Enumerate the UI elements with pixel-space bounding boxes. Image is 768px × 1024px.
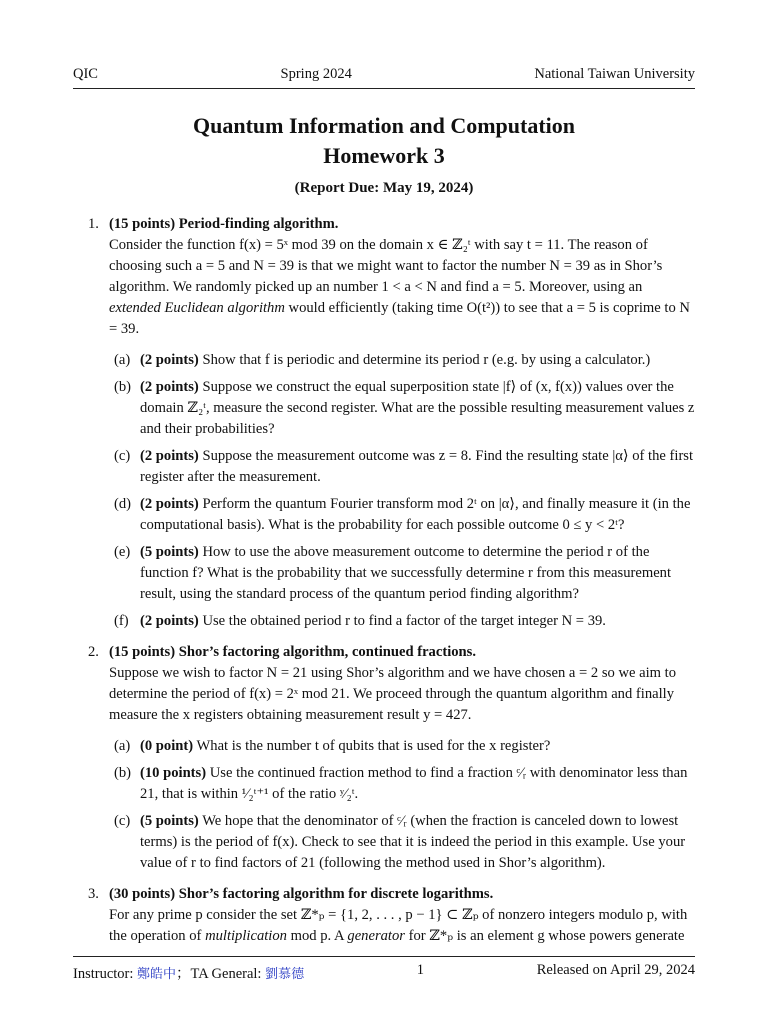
question-intro: Suppose we wish to factor N = 21 using Shor’s algorithm and we have chosen a = 2 so we aim to determine the period of f(x) = 2ˣ mod 21. We proceed through the quantum algorithm and finally measure the x registers obtaining measurement result y = 427. bbox=[109, 665, 677, 723]
subquestion bbox=[109, 377, 695, 440]
subquestion-list bbox=[109, 350, 695, 632]
intro-text: Consider the function f(x) = 5ˣ mod 39 on the domain x ∈ ℤ₂ᵗ with say t = 11. The reason of choosing such a = 5 and N = 39 is that we might want to factor the number N = 39 as in Shor’s algorithm. We randomly picked up an number 1 < a < N and find a = 5. Moreover, using an bbox=[109, 237, 663, 295]
instructor-label: Instructor: bbox=[73, 966, 134, 982]
question-3 bbox=[88, 884, 695, 947]
subquestion bbox=[109, 736, 695, 757]
release-date: Released on April 29, 2024 bbox=[536, 962, 695, 978]
question-intro bbox=[109, 235, 695, 340]
sub-label: (b) bbox=[114, 379, 132, 395]
subquestion bbox=[109, 811, 695, 874]
page-title bbox=[0, 111, 768, 171]
sub-label: (f) bbox=[114, 613, 129, 629]
question-heading: (15 points) Period-finding algorithm. bbox=[109, 216, 339, 232]
ta-label: ；TA General: bbox=[176, 966, 262, 982]
due-date: (Report Due: May 19, 2024) bbox=[294, 180, 474, 196]
sub-label: (d) bbox=[114, 496, 132, 512]
sub-label: (c) bbox=[114, 813, 131, 829]
question-2 bbox=[88, 642, 695, 874]
intro-text-end: would efficiently (taking time O(t²)) to see that a = 5 is coprime to N = 39. bbox=[109, 300, 690, 337]
sub-points: (10 points) bbox=[140, 765, 207, 781]
subquestion bbox=[109, 542, 695, 605]
sub-label: (a) bbox=[114, 738, 131, 754]
sub-text: Suppose the measurement outcome was z = 8. Find the resulting state |α⟩ of the first register after the measurement. bbox=[140, 448, 694, 485]
subquestion bbox=[109, 611, 695, 632]
sub-points: (5 points) bbox=[140, 813, 199, 829]
subquestion bbox=[109, 763, 695, 805]
sub-points: (0 point) bbox=[140, 738, 194, 754]
question-1 bbox=[88, 214, 695, 632]
sub-text: We hope that the denominator of ᶜ⁄ᵣ (when the fraction is canceled down to lowest terms) is the period of f(x). Check to see that it is indeed the period in this example. Use your value of r to find factors of 21 (following the method used in Shor’s algorithm). bbox=[140, 813, 686, 871]
question-number: 1. bbox=[88, 216, 99, 232]
sub-points: (2 points) bbox=[140, 448, 199, 464]
document-body bbox=[88, 214, 695, 957]
page-number: 1 bbox=[416, 962, 425, 978]
sub-points: (2 points) bbox=[140, 379, 199, 395]
header-university: National Taiwan University bbox=[534, 66, 695, 82]
page-footer bbox=[73, 956, 695, 983]
sub-points: (2 points) bbox=[140, 613, 199, 629]
intro-italic: generator bbox=[347, 928, 405, 944]
sub-text: Perform the quantum Fourier transform mod 2ᵗ on |α⟩, and finally measure it (in the computational basis). What is the probability for each possible outcome 0 ≤ y < 2ᵗ? bbox=[140, 496, 691, 533]
subquestion bbox=[109, 446, 695, 488]
question-number: 3. bbox=[88, 886, 99, 902]
intro-italic: extended Euclidean algorithm bbox=[109, 300, 285, 316]
sub-label: (c) bbox=[114, 448, 131, 464]
subquestion bbox=[109, 494, 695, 536]
sub-label: (e) bbox=[114, 544, 131, 560]
intro-italic: multiplication bbox=[205, 928, 287, 944]
header-course: QIC bbox=[73, 66, 98, 82]
sub-text: Show that f is periodic and determine its period r (e.g. by using a calculator.) bbox=[202, 352, 651, 368]
title-line-1: Quantum Information and Computation bbox=[192, 113, 575, 138]
subquestion-list bbox=[109, 736, 695, 874]
sub-text: Suppose we construct the equal superposition state |f⟩ of (x, f(x)) values over the domain ℤ₂ᵗ, measure the second register. What are the possible resulting measurement values z and their probabilities? bbox=[140, 379, 695, 437]
question-heading: (15 points) Shor’s factoring algorithm, continued fractions. bbox=[109, 644, 476, 660]
sub-points: (5 points) bbox=[140, 544, 199, 560]
sub-points: (2 points) bbox=[140, 352, 199, 368]
sub-text: What is the number t of qubits that is used for the x register? bbox=[196, 738, 551, 754]
footer-credits bbox=[73, 962, 304, 983]
sub-label: (b) bbox=[114, 765, 132, 781]
page-header bbox=[73, 66, 695, 89]
sub-label: (a) bbox=[114, 352, 131, 368]
sub-text: Use the continued fraction method to find a fraction ᶜ⁄ᵣ with denominator less than 21, that is within ¹⁄₂ᵗ⁺¹ of the ratio ʸ⁄₂ᵗ. bbox=[140, 765, 688, 802]
question-number: 2. bbox=[88, 644, 99, 660]
sub-points: (2 points) bbox=[140, 496, 199, 512]
sub-text: Use the obtained period r to find a factor of the target integer N = 39. bbox=[202, 613, 606, 629]
question-intro bbox=[109, 905, 695, 947]
instructor-name: 鄭皓中 bbox=[137, 967, 177, 982]
title-line-2: Homework 3 bbox=[323, 143, 445, 168]
subquestion bbox=[109, 350, 695, 371]
intro-text: For any prime p consider the set ℤ*ₚ = {1, 2, . . . , p − 1} ⊂ ℤₚ of nonzero integers modulo p, with the operation of bbox=[109, 907, 688, 944]
ta-name: 劉慕德 bbox=[265, 967, 305, 982]
sub-text: How to use the above measurement outcome to determine the period r of the function f? What is the probability that we successfully determine r from this measurement result, using the standard process of the quantum period finding algorithm? bbox=[140, 544, 672, 602]
header-term: Spring 2024 bbox=[280, 66, 352, 82]
question-heading: (30 points) Shor’s factoring algorithm for discrete logarithms. bbox=[109, 886, 494, 902]
intro-text: mod p. A bbox=[290, 928, 344, 944]
intro-text: for ℤ*ₚ is an element g whose powers generate bbox=[408, 928, 685, 944]
